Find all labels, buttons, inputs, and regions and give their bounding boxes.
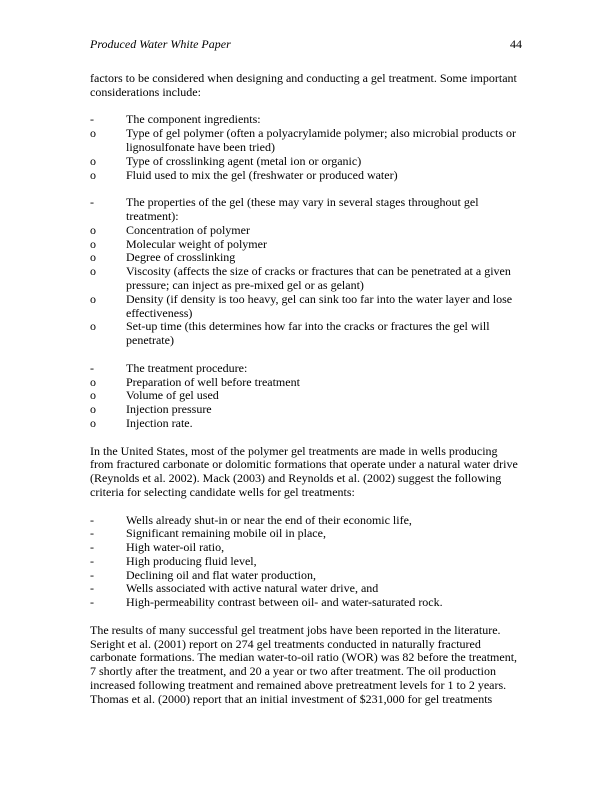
criteria-item: [90, 527, 522, 541]
list-marker: o: [90, 126, 96, 141]
group-heading: [90, 113, 522, 127]
list-item-text: Viscosity (affects the size of cracks or fractures that can be penetrated at a given pressure; can inject as pre-mixed gel or as gelant): [126, 264, 511, 292]
list-item: [90, 169, 522, 183]
list-item-text: High-permeability contrast between oil- and water-saturated rock.: [126, 595, 443, 610]
list-marker: -: [90, 195, 94, 210]
list-item-text: Density (if density is too heavy, gel can sink too far into the water layer and lose effectiveness): [126, 291, 513, 320]
list-marker: -: [90, 360, 94, 375]
list-marker: o: [90, 291, 96, 306]
list-item: [90, 155, 522, 169]
list-item: [90, 251, 522, 265]
list-item-text: Injection rate.: [126, 415, 193, 430]
list-marker: o: [90, 388, 96, 403]
consideration-group: [90, 362, 522, 431]
list-item: [90, 293, 522, 321]
list-item-text: Significant remaining mobile oil in place,: [126, 526, 326, 541]
list-marker: o: [90, 236, 96, 251]
list-marker: -: [90, 581, 94, 596]
criteria-item: [90, 569, 522, 583]
consideration-group: [90, 113, 522, 182]
list-marker: o: [90, 415, 96, 430]
list-item-text: Molecular weight of polymer: [126, 236, 267, 251]
list-item-text: High producing fluid level,: [126, 553, 257, 568]
list-marker: -: [90, 567, 94, 582]
list-marker: o: [90, 167, 96, 182]
list-item-text: The properties of the gel (these may vary in several stages throughout gel treatment):: [126, 195, 479, 223]
us-paragraph: In the United States, most of the polymer gel treatments are made in wells producing from fractured carbonate or dolomitic formations that operate under a natural water drive (Reynolds et al. 2002). Mack (2003) and Reynolds et al. (2002) suggest the following criteria for selecting candidate wells for gel treatments:: [90, 443, 518, 499]
list-item-text: Injection pressure: [126, 402, 212, 417]
list-item: [90, 376, 522, 390]
list-marker: o: [90, 374, 96, 389]
list-item-text: The component ingredients:: [126, 112, 261, 127]
page-header: [90, 38, 522, 52]
list-item: [90, 224, 522, 238]
consideration-groups: [90, 113, 522, 430]
criteria-item: [90, 541, 522, 555]
list-marker: o: [90, 402, 96, 417]
list-marker: o: [90, 250, 96, 265]
intro-paragraph: factors to be considered when designing and conducting a gel treatment. Some important considerations include:: [90, 71, 517, 99]
list-item: [90, 265, 522, 293]
results-paragraph: The results of many successful gel treatment jobs have been reported in the literature. Seright et al. (2001) report on 274 gel treatments conducted in naturally fractured carbonate formations. The median water-to-oil ratio (WOR) was 82 before the treatment, 7 shortly after the treatment, and 20 a year or two after treatment. The oil production increased following treatment and remained above pretreatment levels for 1 to 2 years. Thomas et al. (2000) report that an initial investment of $231,000 for gel treatments: [90, 622, 518, 706]
list-item: [90, 320, 522, 348]
list-item-text: Set-up time (this determines how far into the cracks or fractures the gel will penetrate): [126, 319, 490, 348]
list-marker: o: [90, 222, 96, 237]
list-item: [90, 238, 522, 252]
list-item-text: Type of crosslinking agent (metal ion or organic): [126, 153, 362, 168]
list-item-text: Concentration of polymer: [126, 222, 250, 237]
criteria-item: [90, 596, 522, 610]
list-item-text: High water-oil ratio,: [126, 540, 225, 555]
group-heading: [90, 362, 522, 376]
list-item: [90, 389, 522, 403]
running-title: Produced Water White Paper: [90, 37, 231, 51]
list-marker: -: [90, 540, 94, 555]
list-item-text: Wells associated with active natural water drive, and: [126, 581, 379, 596]
list-item-text: Preparation of well before treatment: [126, 374, 300, 389]
criteria-list: [90, 514, 522, 611]
group-heading: [90, 196, 522, 224]
list-item-text: Degree of crosslinking: [126, 250, 236, 265]
list-marker: o: [90, 264, 96, 279]
list-marker: -: [90, 112, 94, 127]
list-item: [90, 417, 522, 431]
page-number: 44: [510, 37, 522, 51]
list-item: [90, 127, 522, 155]
list-marker: -: [90, 512, 94, 527]
page-body: [90, 72, 522, 720]
consideration-group: [90, 196, 522, 348]
list-marker: -: [90, 526, 94, 541]
list-item-text: Type of gel polymer (often a polyacrylamide polymer; also microbial products or lignosulfonate have been tried): [126, 126, 517, 154]
criteria-item: [90, 582, 522, 596]
list-item-text: Volume of gel used: [126, 388, 219, 403]
list-marker: o: [90, 153, 96, 168]
list-item: [90, 403, 522, 417]
list-marker: -: [90, 553, 94, 568]
criteria-item: [90, 555, 522, 569]
list-item-text: Fluid used to mix the gel (freshwater or produced water): [126, 167, 398, 182]
list-marker: -: [90, 595, 94, 610]
list-item-text: Declining oil and flat water production,: [126, 567, 316, 582]
list-marker: o: [90, 319, 96, 334]
list-item-text: Wells already shut-in or near the end of their economic life,: [126, 512, 412, 527]
criteria-item: [90, 514, 522, 528]
list-item-text: The treatment procedure:: [126, 360, 248, 375]
